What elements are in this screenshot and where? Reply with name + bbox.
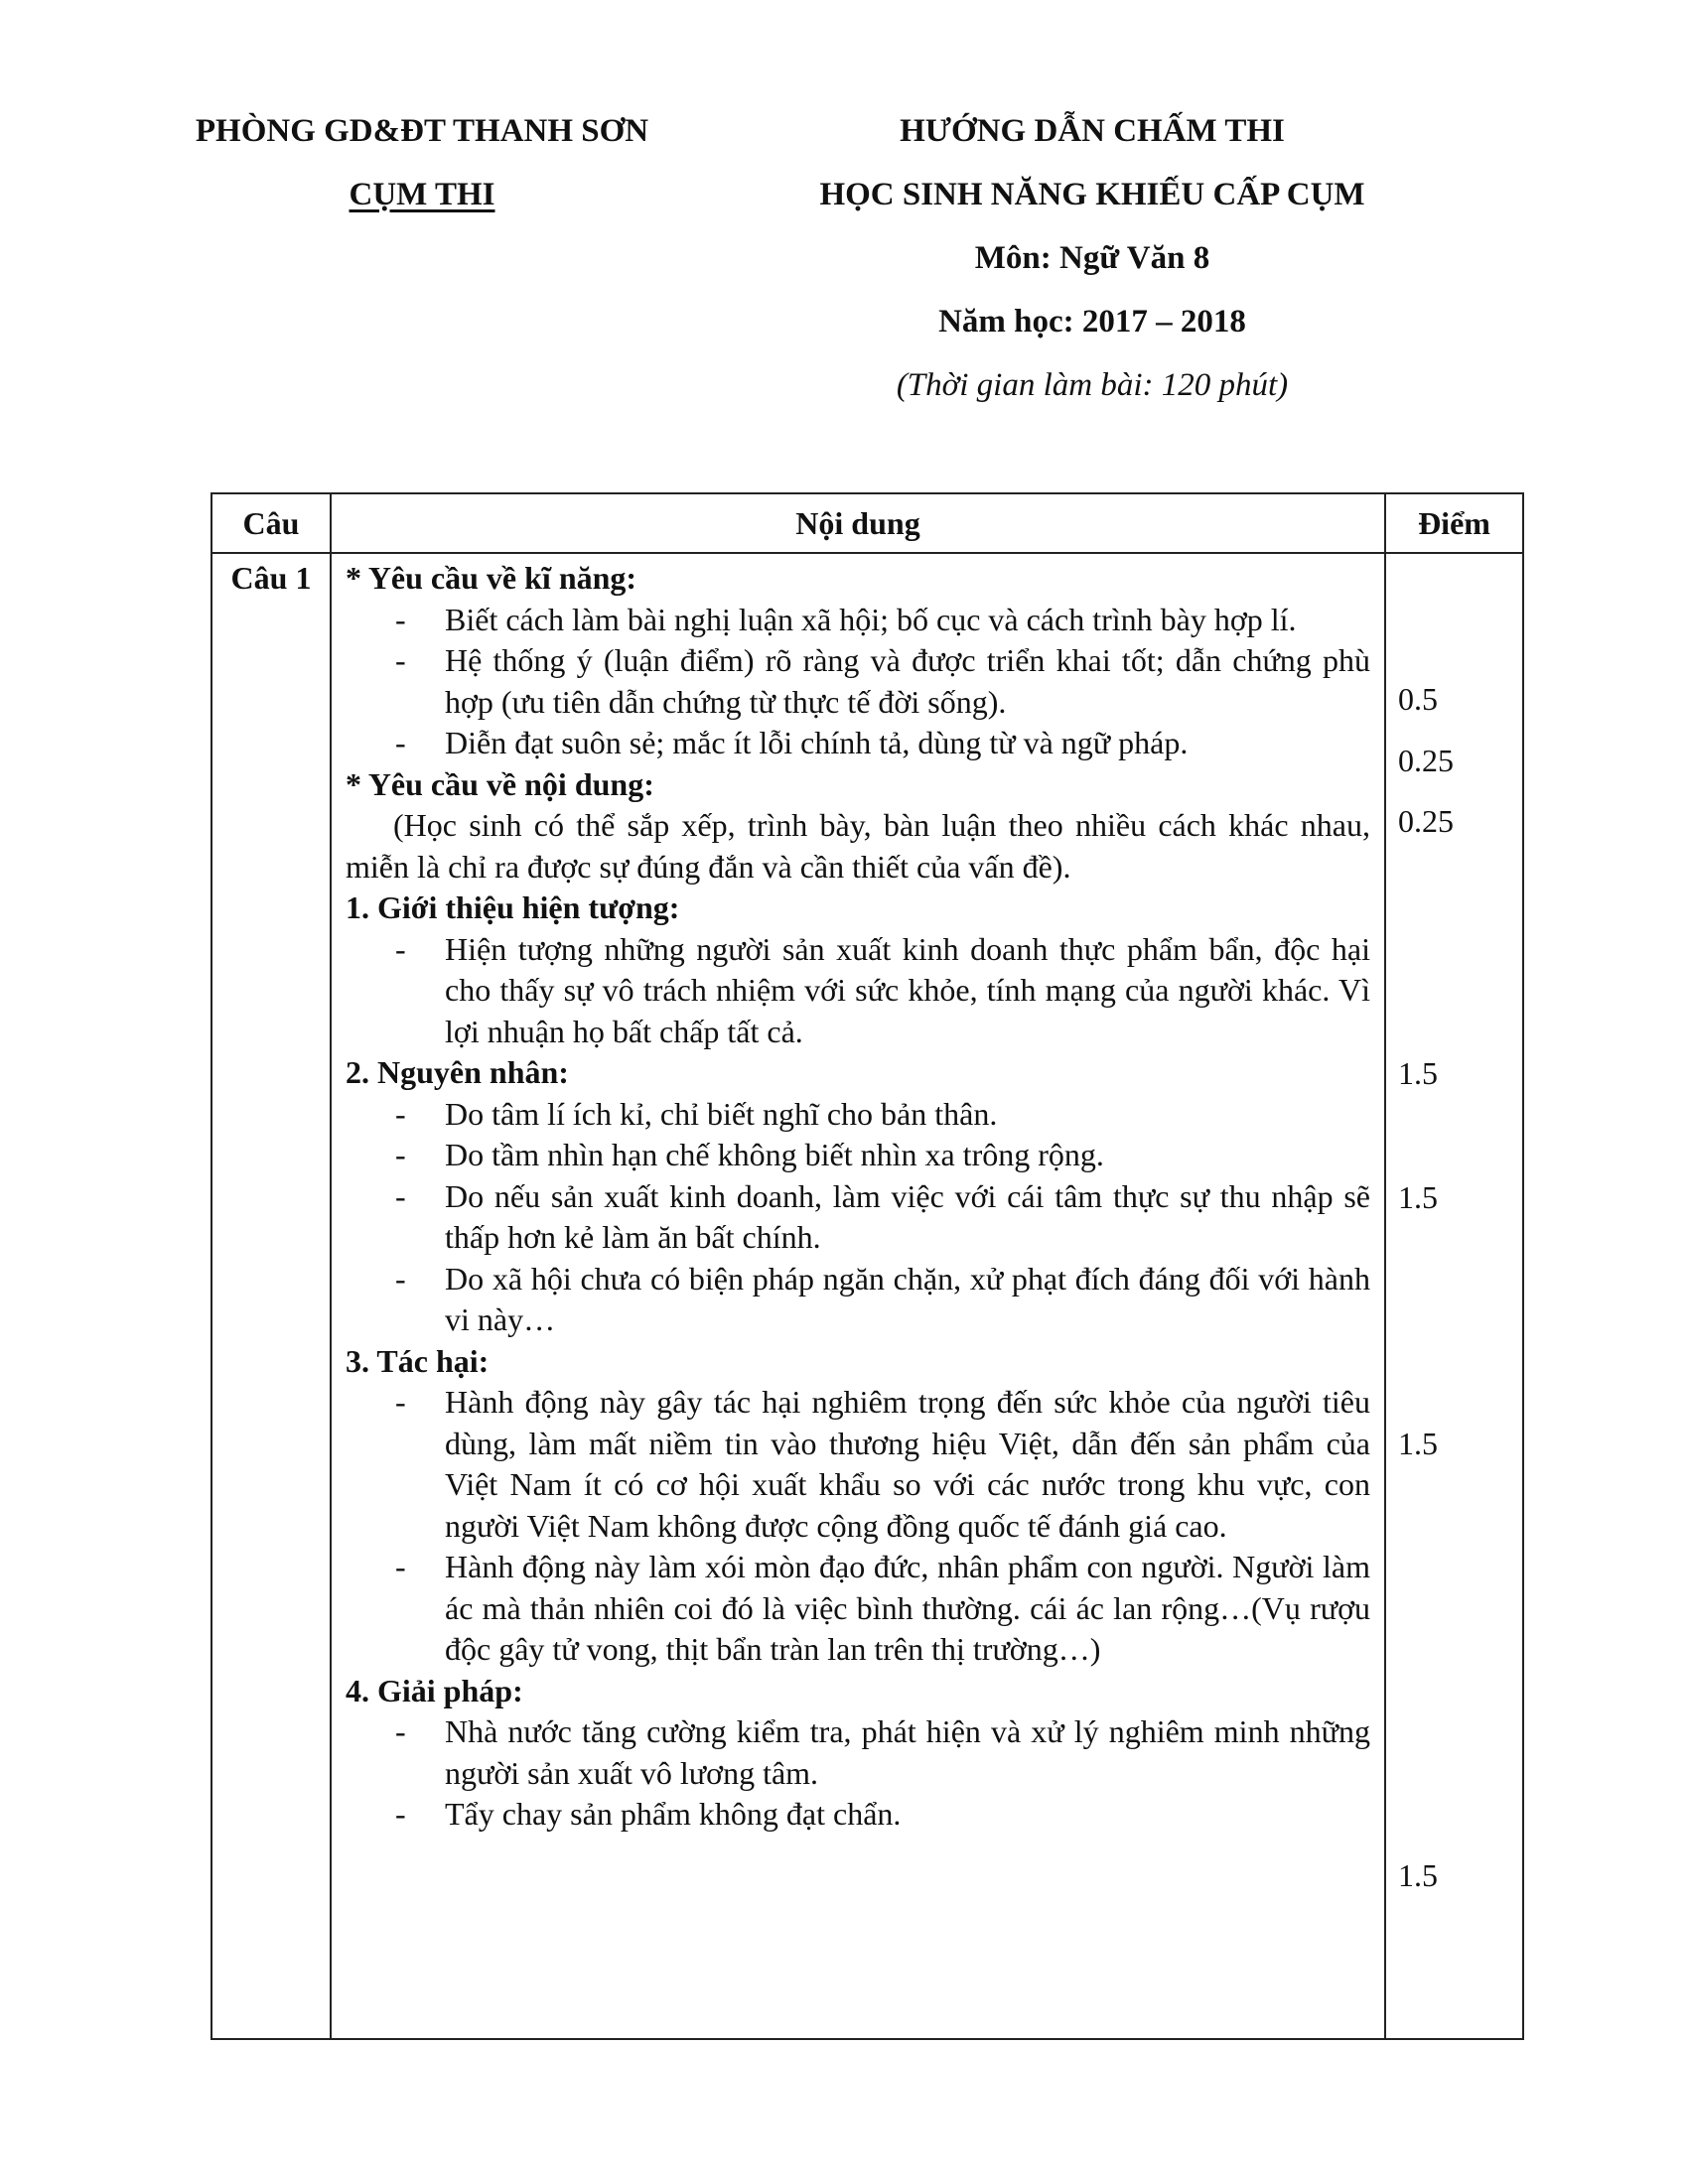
- cluster-name: CỤM THI: [349, 177, 495, 212]
- skills-heading: * Yêu cầu về kĩ năng:: [346, 560, 637, 596]
- table-row: [211, 553, 1523, 2039]
- score-value: 0.5: [1398, 681, 1438, 717]
- header-score: Điểm: [1385, 493, 1523, 553]
- score-value: 1.5: [1398, 1055, 1438, 1091]
- question-label: Câu 1: [211, 553, 331, 2039]
- content-heading: * Yêu cầu về nội dung:: [346, 765, 654, 802]
- list-item: - Tẩy chay sản phẩm không đạt chẩn.: [395, 1796, 902, 1832]
- section-heading: 4. Giải pháp:: [346, 1672, 523, 1708]
- list-item: - Diễn đạt suôn sẻ; mắc ít lỗi chính tả, dùng từ và ngữ pháp.: [395, 725, 1189, 760]
- section-heading: 3. Tác hại:: [346, 1342, 490, 1379]
- header-question: Câu: [211, 493, 331, 553]
- list-item: - Hệ thống ý (luận điểm) rõ ràng và được triển khai tốt; dẫn chứng phù hợp (ưu tiên dẫn chứng từ thực tế đời sống).: [395, 642, 1370, 720]
- doc-subtitle: HỌC SINH NĂNG KHIẾU CẤP CỤM: [819, 177, 1365, 212]
- time-limit: (Thời gian làm bài: 120 phút): [896, 367, 1289, 403]
- score-value: 0.25: [1398, 803, 1454, 839]
- department-name: PHÒNG GD&ĐT THANH SƠN: [195, 113, 649, 149]
- list-item: - Do tâm lí ích kỉ, chỉ biết nghĩ cho bản thân.: [395, 1095, 998, 1132]
- score-value: 1.5: [1398, 1179, 1438, 1215]
- school-year: Năm học: 2017 – 2018: [938, 304, 1246, 340]
- score-value: 0.25: [1398, 743, 1454, 778]
- list-item: - Hành động này gây tác hại nghiêm trọng đến sức khỏe của người tiêu dùng, làm mất niềm tin vào thương hiệu Việt, dẫn đến sản phẩm của Việt Nam ít có cơ hội xuất khẩu so với các nước trong khu vực, con người Việt Nam không được cộng đồng quốc tế đánh giá cao.: [395, 1384, 1370, 1544]
- list-item: - Nhà nước tăng cường kiểm tra, phát hiện và xử lý nghiêm minh những người sản xuất vô lương tâm.: [395, 1713, 1370, 1791]
- content-note: (Học sinh có thể sắp xếp, trình bày, bàn luận theo nhiều cách khác nhau, miễn là chỉ ra được sự đúng đắn và cần thiết của vấn đề).: [346, 807, 1370, 885]
- subject: Môn: Ngữ Văn 8: [974, 240, 1210, 276]
- answer-content: [331, 553, 1385, 2039]
- list-item: - Biết cách làm bài nghị luận xã hội; bố cục và cách trình bày hợp lí.: [395, 601, 1297, 637]
- score-value: 1.5: [1398, 1426, 1438, 1461]
- section-heading: 2. Nguyên nhân:: [346, 1054, 569, 1090]
- header-content: Nội dung: [331, 493, 1385, 553]
- score-column: [1385, 553, 1523, 2039]
- list-item: - Do tầm nhìn hạn chế không biết nhìn xa trông rộng.: [395, 1137, 1104, 1172]
- list-item: - Hiện tượng những người sản xuất kinh doanh thực phẩm bẩn, độc hại cho thấy sự vô trách nhiệm với sức khỏe, tính mạng của người khác. Vì lợi nhuận họ bất chấp tất cả.: [395, 930, 1370, 1049]
- list-item: - Do nếu sản xuất kinh doanh, làm việc với cái tâm thực sự thu nhập sẽ thấp hơn kẻ làm ăn bất chính.: [395, 1177, 1370, 1255]
- doc-title: HƯỚNG DẪN CHẤM THI: [900, 113, 1285, 149]
- grading-table: [211, 492, 1524, 2040]
- table-header-row: [211, 493, 1523, 553]
- header-left: [164, 99, 680, 226]
- score-value: 1.5: [1398, 1857, 1438, 1893]
- list-item: - Do xã hội chưa có biện pháp ngăn chặn, xử phạt đích đáng đối với hành vi này…: [395, 1260, 1370, 1337]
- section-heading: 1. Giới thiệu hiện tượng:: [346, 889, 680, 925]
- list-item: - Hành động này làm xói mòn đạo đức, nhân phẩm con người. Người làm ác mà thản nhiên coi đó là việc bình thường. cái ác lan rộng…(Vụ rượu độc gây tử vong, thịt bẩn tràn lan trên thị trường…): [395, 1549, 1370, 1667]
- header-right: [774, 99, 1410, 417]
